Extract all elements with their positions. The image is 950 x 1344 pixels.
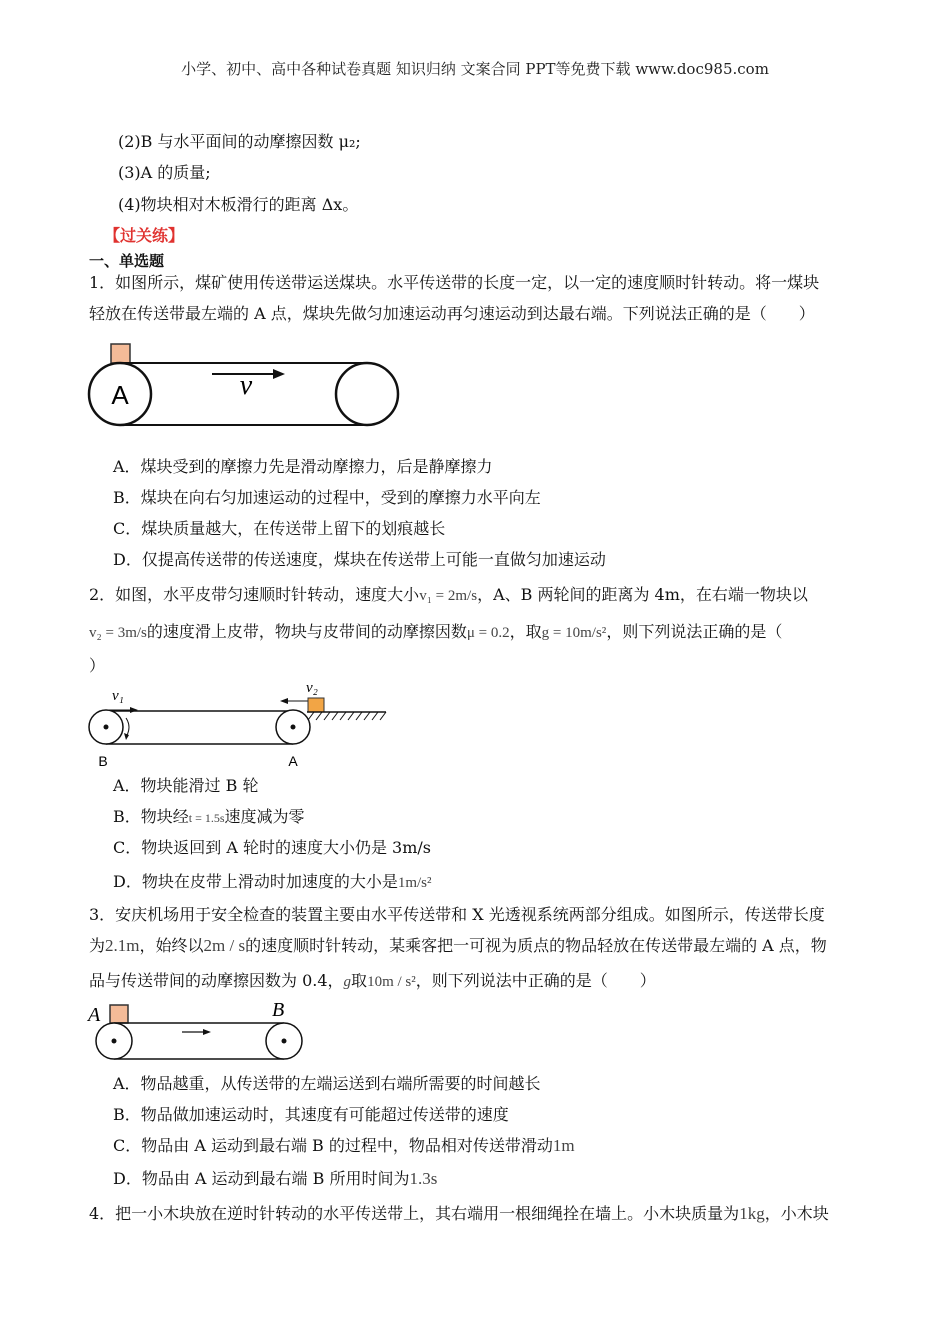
q3-option-b: B．物品做加速运动时，其速度有可能超过传送带的速度 [113,1105,509,1124]
q2-option-b-b: 速度减为零 [224,807,305,826]
page-header: 小学、初中、高中各种试卷真题 知识归纳 文案合同 PPT等免费下载 www.doc985.com [181,60,769,78]
q3-line1: 3．安庆机场用于安全检查的装置主要由水平传送带和 X 光透视系统两部分组成。如图所示，传送带长度 [89,905,825,924]
q3-gval: 10m / s² [367,974,416,990]
q2-belt-figure [86,680,396,770]
q3-line2 [89,935,827,957]
q1-option-b: B．煤块在向右匀加速运动的过程中，受到的摩擦力水平向左 [113,488,541,507]
section-tag: 【过关练】 [104,226,185,245]
q3-line3 [89,970,656,993]
q2-option-d-a: D．物块在皮带上滑动时加速度的大小是 [113,872,398,891]
q2-line2 [89,621,782,644]
part-3: (3)A 的质量; [118,163,211,182]
item-block [110,1005,128,1023]
q3-option-a: A．物品越重，从传送带的左端运送到右端所需要的时间越长 [113,1074,541,1093]
wheel-right [336,363,398,425]
q2-option-b-math: t = 1.5s [188,811,225,825]
arrow-right-icon [273,369,285,379]
q2-line2-c: ，则下列说法正确的是（ [606,622,783,641]
q1-conveyor-figure [86,342,402,430]
q4-line1-b: ，小木块 [764,1204,829,1223]
part-2: (2)B 与水平面间的动摩擦因数 μ₂; [118,132,361,151]
q3-line2-b: ，始终以 [139,936,204,955]
label-a: A [88,1004,101,1026]
q3-line3-a: 品与传送带间的动摩擦因数为 0.4， [89,971,344,990]
label-b: B [272,999,285,1021]
q4-line1 [89,1203,829,1225]
q2-line3: ） [89,656,106,675]
q2-option-b [113,806,305,829]
q1-line2: 轻放在传送带最左端的 A 点，煤块先做匀加速运动再匀速运动到达最右端。下列说法正确的是（ ） [89,304,815,323]
q2-line2-b: ，取 [509,622,542,641]
block [308,698,324,712]
q2-v2: v₂ = 3m/s [89,625,147,641]
q4-line1-a: 4．把一小木块放在逆时针转动的水平传送带上，其右端用一根细绳拴在墙上。小木块质量为 [89,1204,740,1223]
q3-option-c-a: C．物品由 A 运动到最右端 B 的过程中，物品相对传送带滑动 [113,1136,553,1155]
q3-speed: 2m / s [203,936,246,955]
q2-option-b-a: B．物块经 [113,807,189,826]
q2-option-d [113,871,432,894]
label-v2: v₂ [306,680,318,696]
q1-option-c: C．煤块质量越大，在传送带上留下的划痕越长 [113,519,446,538]
q3-conveyor-figure [86,998,308,1064]
label-a: A [111,380,129,410]
arrow-left-icon [280,698,288,704]
q3-line2-a: 为 [89,936,106,955]
q3-line2-c: 的速度顺时针转动，某乘客把一可视为质点的物品轻放在传送带最左端的 A 点，物 [245,936,827,955]
q3-option-d-math: 1.3s [409,1169,438,1188]
q3-option-c-math: 1m [552,1136,575,1155]
label-b: B [98,753,108,769]
q1-option-d: D．仅提高传送带的传送速度，煤块在传送带上可能一直做匀加速运动 [113,550,606,569]
q2-line1-a: 2．如图，水平皮带匀速顺时针转动，速度大小 [89,585,420,604]
q3-line3-b: 取 [351,971,368,990]
q3-option-d-a: D．物品由 A 运动到最右端 B 所用时间为 [113,1169,410,1188]
q4-mass: 1kg [739,1204,765,1223]
q3-option-d [113,1168,437,1190]
q3-length: 2.1m [105,936,140,955]
q2-line1-b: ，A、B 两轮间的距离为 4m，在右端一物块以 [477,585,808,604]
q2-v1: v₁ = 2m/s [419,588,478,604]
q3-option-c [113,1135,575,1157]
q2-option-c: C．物块返回到 A 轮时的速度大小仍是 3m/s [113,838,432,857]
q2-mu: μ = 0.2 [466,625,510,641]
section-title: 一、单选题 [89,252,165,270]
coal-block [111,344,130,363]
arrow-right-icon [203,1029,211,1035]
q2-option-d-math: 1m/s² [397,875,432,891]
label-v: v [239,370,253,401]
q2-option-a: A．物块能滑过 B 轮 [113,776,259,795]
label-a: A [288,753,298,769]
q2-line2-a: 的速度滑上皮带，物块与皮带间的动摩擦因数 [146,622,467,641]
q3-g: g [343,974,352,990]
q1-line1: 1．如图所示，煤矿使用传送带运送煤块。水平传送带的长度一定，以一定的速度顺时针转动。将一煤块 [89,273,820,292]
part-4: (4)物块相对木板滑行的距离 Δx。 [118,195,359,214]
q2-g: g = 10m/s² [541,625,607,641]
arrow-right-icon [130,707,138,713]
label-v1: v₁ [112,688,124,704]
q1-option-a: A．煤块受到的摩擦力先是滑动摩擦力，后是静摩擦力 [113,457,493,476]
q2-line1 [89,584,808,607]
q3-line3-c: ，则下列说法中正确的是（ ） [415,971,656,990]
